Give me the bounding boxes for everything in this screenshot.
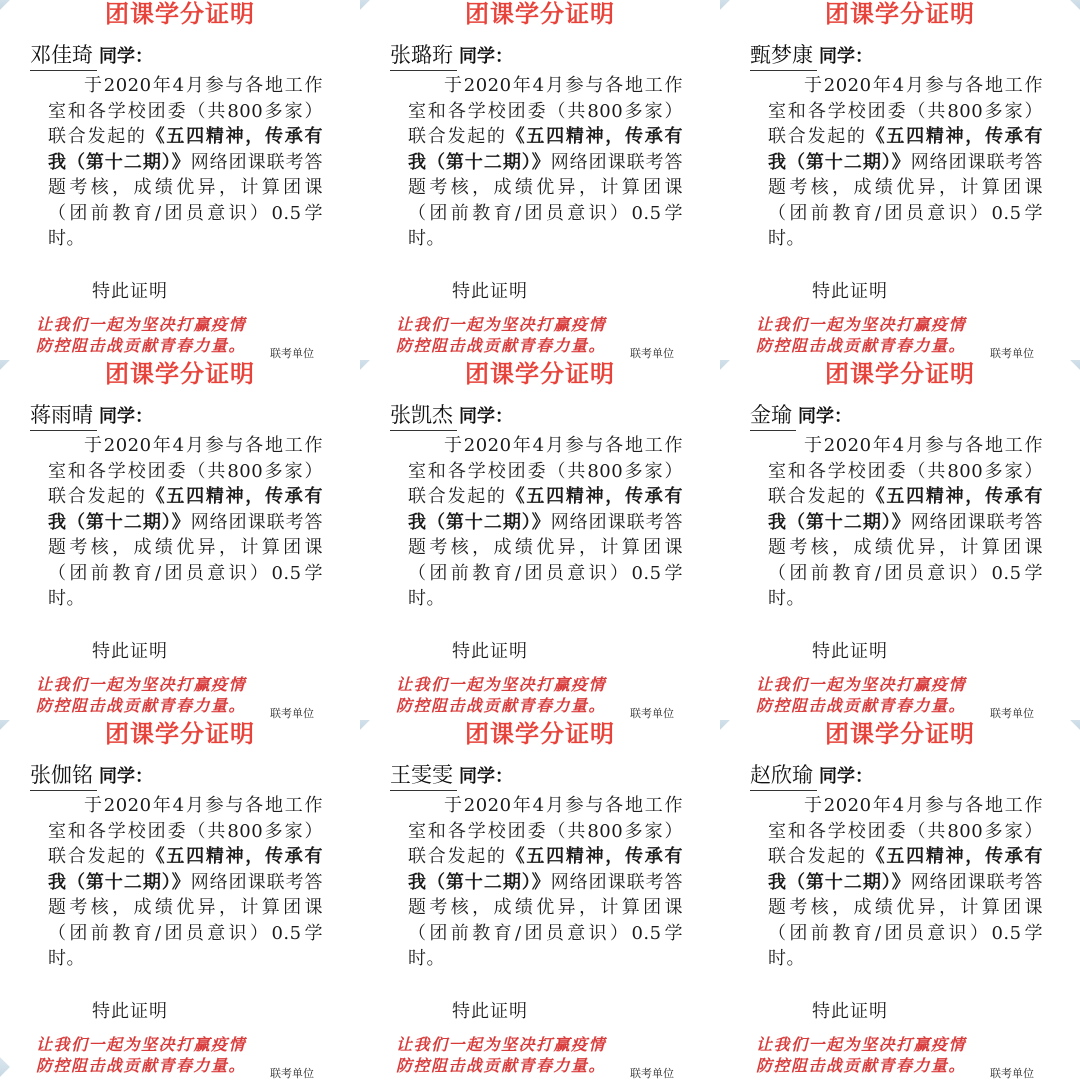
certificate-title: 团课学分证明 [465, 0, 615, 28]
issuing-unit: 联考单位 [990, 1067, 1034, 1080]
certificate-card [0, 0, 360, 360]
certificate-title: 团课学分证明 [825, 720, 975, 748]
student-suffix: 同学： [99, 406, 153, 427]
student-suffix: 同学： [459, 406, 513, 427]
certificate-body [408, 793, 683, 972]
student-suffix: 同学： [99, 46, 153, 67]
slogan [756, 314, 996, 356]
slogan-line-2: 防控阻击战贡献青春力量。 [36, 696, 247, 715]
body-text-2: 网络团课联考答题考核，成绩优异，计算团课（团前教育/团员意识）0.5学时。 [408, 871, 684, 969]
certificate-proof: 特此证明 [92, 641, 168, 662]
certificate-body [768, 73, 1043, 252]
body-text-1: 于2020年4月参与各地工作室和各学校团委（共800多家）联合发起的 [768, 435, 1043, 507]
body-text-1: 于2020年4月参与各地工作室和各学校团委（共800多家）联合发起的 [408, 795, 683, 867]
student-line [750, 760, 873, 792]
certificate-body [48, 433, 323, 612]
body-text-bold: 《五四精神，传承有我（第十二期）》 [768, 846, 1044, 893]
body-text-2: 网络团课联考答题考核，成绩优异，计算团课（团前教育/团员意识）0.5学时。 [768, 151, 1044, 249]
body-text-bold: 《五四精神，传承有我（第十二期）》 [408, 486, 684, 533]
certificate-proof: 特此证明 [452, 1001, 528, 1022]
body-text-2: 网络团课联考答题考核，成绩优异，计算团课（团前教育/团员意识）0.5学时。 [48, 871, 324, 969]
body-text-bold: 《五四精神，传承有我（第十二期）》 [48, 846, 324, 893]
certificate-card [360, 0, 720, 360]
student-name: 赵欣瑜 [750, 760, 817, 791]
slogan-line-1: 让我们一起为坚决打赢疫情 [756, 1035, 967, 1054]
body-text-bold: 《五四精神，传承有我（第十二期）》 [768, 486, 1044, 533]
certificate-body [48, 73, 323, 252]
body-text-bold: 《五四精神，传承有我（第十二期）》 [48, 486, 324, 533]
student-suffix: 同学： [459, 46, 513, 67]
slogan-line-2: 防控阻击战贡献青春力量。 [36, 1056, 247, 1075]
certificate-title: 团课学分证明 [465, 360, 615, 388]
student-name: 张凯杰 [390, 400, 457, 431]
body-text-bold: 《五四精神，传承有我（第十二期）》 [768, 126, 1044, 173]
certificate-body [768, 793, 1043, 972]
issuing-unit: 联考单位 [990, 707, 1034, 720]
certificate-card [360, 720, 720, 1080]
issuing-unit: 联考单位 [270, 707, 314, 720]
certificate-card [720, 0, 1080, 360]
slogan-line-2: 防控阻击战贡献青春力量。 [756, 696, 967, 715]
slogan-line-1: 让我们一起为坚决打赢疫情 [36, 1035, 247, 1054]
student-line [390, 400, 513, 432]
body-text-bold: 《五四精神，传承有我（第十二期）》 [408, 846, 684, 893]
certificate-title: 团课学分证明 [105, 360, 255, 388]
student-suffix: 同学： [819, 766, 873, 787]
certificate-body [408, 73, 683, 252]
student-name: 张璐珩 [390, 40, 457, 71]
certificate-proof: 特此证明 [92, 281, 168, 302]
issuing-unit: 联考单位 [630, 347, 674, 360]
slogan-line-2: 防控阻击战贡献青春力量。 [756, 336, 967, 355]
certificate-body [768, 433, 1043, 612]
student-line [390, 40, 513, 72]
body-text-2: 网络团课联考答题考核，成绩优异，计算团课（团前教育/团员意识）0.5学时。 [48, 511, 324, 609]
slogan-line-1: 让我们一起为坚决打赢疫情 [36, 315, 247, 334]
slogan-line-1: 让我们一起为坚决打赢疫情 [36, 675, 247, 694]
issuing-unit: 联考单位 [270, 1067, 314, 1080]
corner-decoration-icon [0, 1057, 10, 1077]
body-text-2: 网络团课联考答题考核，成绩优异，计算团课（团前教育/团员意识）0.5学时。 [408, 511, 684, 609]
certificate-proof: 特此证明 [812, 281, 888, 302]
certificate-body [408, 433, 683, 612]
slogan [396, 674, 636, 716]
student-line [30, 40, 153, 72]
student-suffix: 同学： [459, 766, 513, 787]
body-text-1: 于2020年4月参与各地工作室和各学校团委（共800多家）联合发起的 [48, 435, 323, 507]
slogan-line-2: 防控阻击战贡献青春力量。 [396, 336, 607, 355]
certificate-card [360, 360, 720, 720]
certificate-body [48, 793, 323, 972]
slogan-line-2: 防控阻击战贡献青春力量。 [396, 1056, 607, 1075]
body-text-bold: 《五四精神，传承有我（第十二期）》 [408, 126, 684, 173]
student-suffix: 同学： [99, 766, 153, 787]
slogan [396, 1034, 636, 1076]
student-suffix: 同学： [819, 46, 873, 67]
slogan-line-1: 让我们一起为坚决打赢疫情 [396, 1035, 607, 1054]
certificate-card [720, 360, 1080, 720]
student-line [750, 400, 852, 432]
certificate-proof: 特此证明 [812, 641, 888, 662]
student-name: 邓佳琦 [30, 40, 97, 71]
slogan [36, 314, 276, 356]
issuing-unit: 联考单位 [990, 347, 1034, 360]
slogan-line-1: 让我们一起为坚决打赢疫情 [756, 315, 967, 334]
slogan-line-1: 让我们一起为坚决打赢疫情 [396, 675, 607, 694]
slogan-line-1: 让我们一起为坚决打赢疫情 [396, 315, 607, 334]
certificate-proof: 特此证明 [452, 641, 528, 662]
student-name: 甄梦康 [750, 40, 817, 71]
student-line [30, 400, 153, 432]
slogan [36, 1034, 276, 1076]
body-text-2: 网络团课联考答题考核，成绩优异，计算团课（团前教育/团员意识）0.5学时。 [408, 151, 684, 249]
body-text-1: 于2020年4月参与各地工作室和各学校团委（共800多家）联合发起的 [48, 795, 323, 867]
certificate-card [720, 720, 1080, 1080]
student-line [390, 760, 513, 792]
certificate-title: 团课学分证明 [465, 720, 615, 748]
student-name: 金瑜 [750, 400, 796, 431]
slogan-line-2: 防控阻击战贡献青春力量。 [36, 336, 247, 355]
slogan-line-2: 防控阻击战贡献青春力量。 [396, 696, 607, 715]
body-text-1: 于2020年4月参与各地工作室和各学校团委（共800多家）联合发起的 [408, 435, 683, 507]
issuing-unit: 联考单位 [270, 347, 314, 360]
certificate-title: 团课学分证明 [105, 0, 255, 28]
slogan-line-1: 让我们一起为坚决打赢疫情 [756, 675, 967, 694]
body-text-1: 于2020年4月参与各地工作室和各学校团委（共800多家）联合发起的 [768, 75, 1043, 147]
body-text-1: 于2020年4月参与各地工作室和各学校团委（共800多家）联合发起的 [48, 75, 323, 147]
certificate-card [0, 360, 360, 720]
certificate-title: 团课学分证明 [105, 720, 255, 748]
slogan [396, 314, 636, 356]
certificate-proof: 特此证明 [812, 1001, 888, 1022]
issuing-unit: 联考单位 [630, 707, 674, 720]
student-name: 张伽铭 [30, 760, 97, 791]
body-text-1: 于2020年4月参与各地工作室和各学校团委（共800多家）联合发起的 [768, 795, 1043, 867]
student-line [750, 40, 873, 72]
body-text-2: 网络团课联考答题考核，成绩优异，计算团课（团前教育/团员意识）0.5学时。 [768, 871, 1044, 969]
slogan [36, 674, 276, 716]
body-text-2: 网络团课联考答题考核，成绩优异，计算团课（团前教育/团员意识）0.5学时。 [48, 151, 324, 249]
slogan [756, 1034, 996, 1076]
certificate-title: 团课学分证明 [825, 0, 975, 28]
body-text-2: 网络团课联考答题考核，成绩优异，计算团课（团前教育/团员意识）0.5学时。 [768, 511, 1044, 609]
slogan [756, 674, 996, 716]
student-name: 蒋雨晴 [30, 400, 97, 431]
slogan-line-2: 防控阻击战贡献青春力量。 [756, 1056, 967, 1075]
student-suffix: 同学： [798, 406, 852, 427]
certificate-proof: 特此证明 [452, 281, 528, 302]
issuing-unit: 联考单位 [630, 1067, 674, 1080]
certificate-card [0, 720, 360, 1080]
student-line [30, 760, 153, 792]
student-name: 王雯雯 [390, 760, 457, 791]
body-text-1: 于2020年4月参与各地工作室和各学校团委（共800多家）联合发起的 [408, 75, 683, 147]
certificate-title: 团课学分证明 [825, 360, 975, 388]
body-text-bold: 《五四精神，传承有我（第十二期）》 [48, 126, 324, 173]
certificate-proof: 特此证明 [92, 1001, 168, 1022]
